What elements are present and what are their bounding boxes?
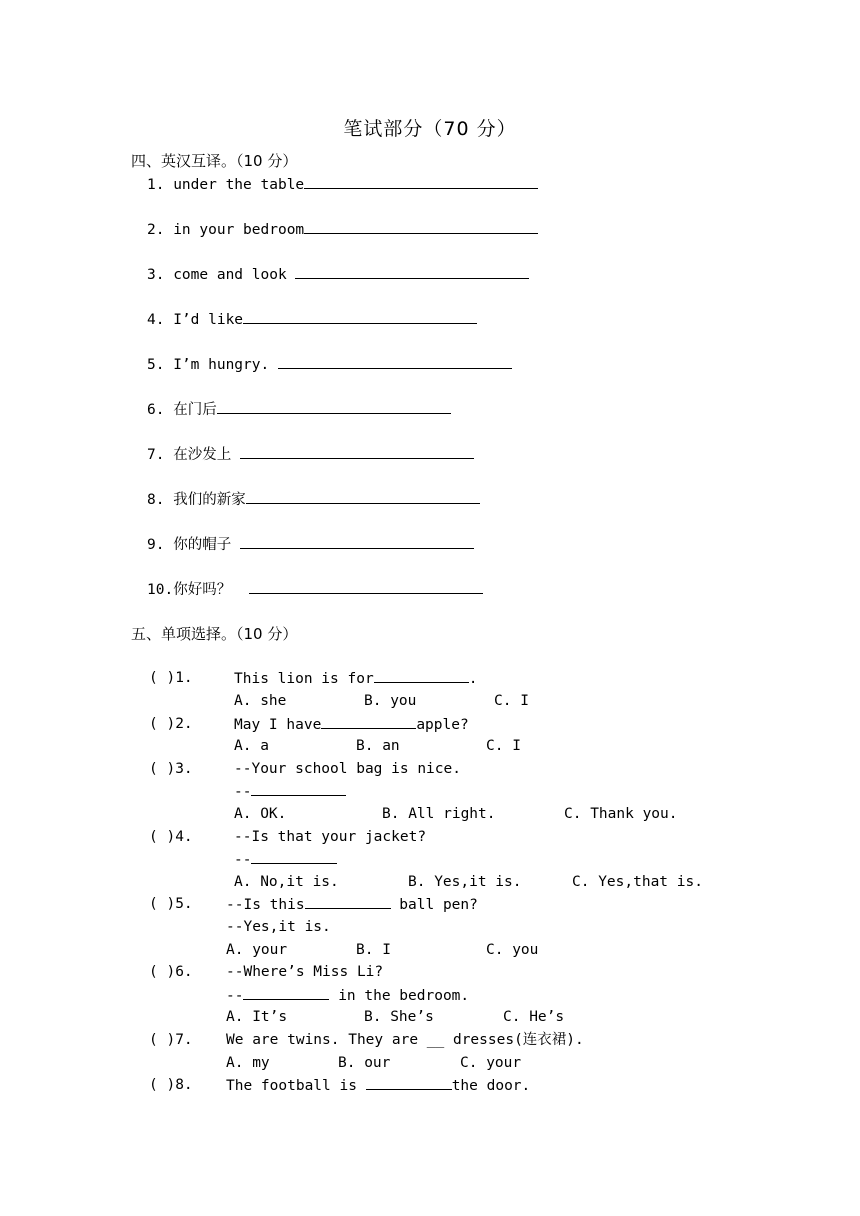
- option-a[interactable]: A. No,it is.: [234, 874, 339, 890]
- question-stem: [226, 894, 478, 914]
- reply-prefix: --: [226, 988, 244, 1004]
- question-paren: ( )7.: [149, 1032, 193, 1048]
- item-text: in your bedroom: [173, 222, 305, 238]
- item-text: under the table: [173, 177, 305, 193]
- stem-text: May I have: [234, 717, 322, 733]
- translation-item: [147, 217, 538, 239]
- stem-text: apple?: [416, 717, 469, 733]
- option-c[interactable]: C. He’s: [503, 1009, 565, 1025]
- item-number: 1.: [147, 177, 165, 193]
- question-paren: ( )8.: [149, 1077, 193, 1093]
- question-paren: ( )4.: [149, 829, 193, 845]
- option-a[interactable]: A. OK.: [234, 806, 287, 822]
- item-number: 3.: [147, 267, 165, 283]
- translation-item: [147, 262, 529, 284]
- answer-blank[interactable]: [243, 307, 477, 324]
- option-c[interactable]: C. I: [494, 693, 529, 709]
- option-c[interactable]: C. Yes,that is.: [572, 874, 703, 890]
- option-c[interactable]: C. I: [486, 738, 521, 754]
- question-paren: ( )2.: [149, 716, 193, 732]
- answer-blank[interactable]: [304, 217, 538, 234]
- translation-item: [147, 352, 512, 374]
- stem-text: ball pen?: [390, 897, 478, 913]
- answer-blank[interactable]: [374, 668, 469, 683]
- translation-item: [147, 397, 451, 419]
- answer-blank[interactable]: [240, 442, 474, 459]
- translation-item: [147, 442, 474, 464]
- section-heading-choice: 五、单项选择。（10 分）: [131, 625, 298, 643]
- option-a[interactable]: A. my: [226, 1055, 270, 1071]
- page-title: 笔试部分（70 分）: [343, 118, 517, 140]
- option-b[interactable]: B. All right.: [382, 806, 496, 822]
- answer-blank[interactable]: [366, 1075, 452, 1090]
- option-b[interactable]: B. Yes,it is.: [408, 874, 522, 890]
- stem-text: The football is: [226, 1078, 366, 1094]
- option-a[interactable]: A. a: [234, 738, 269, 754]
- translation-item: [147, 577, 483, 599]
- item-number: 8.: [147, 492, 165, 508]
- section-heading-translation: 四、英汉互译。（10 分）: [131, 152, 298, 170]
- answer-blank[interactable]: [321, 714, 416, 729]
- item-text: 在沙发上: [173, 447, 232, 463]
- item-number: 10.: [147, 582, 174, 598]
- question-paren: ( )1.: [149, 670, 193, 686]
- question-paren: ( )6.: [149, 964, 193, 980]
- question-stem: [234, 668, 477, 688]
- reply-line: [226, 985, 469, 1005]
- item-number: 9.: [147, 537, 165, 553]
- option-c[interactable]: C. you: [486, 942, 539, 958]
- option-b[interactable]: B. She’s: [364, 1009, 434, 1025]
- reply-line: [234, 781, 346, 801]
- option-b[interactable]: B. an: [356, 738, 400, 754]
- answer-blank[interactable]: [305, 894, 391, 909]
- answer-blank[interactable]: [240, 532, 474, 549]
- answer-blank[interactable]: [243, 985, 329, 1000]
- reply-prefix: --: [234, 784, 252, 800]
- answer-blank[interactable]: [249, 577, 483, 594]
- answer-blank[interactable]: [246, 487, 480, 504]
- stem-text: the door.: [451, 1078, 531, 1094]
- answer-blank[interactable]: [295, 262, 529, 279]
- reply-prefix: --: [234, 852, 252, 868]
- item-text: 你好吗？: [173, 582, 232, 598]
- question-stem: --Where’s Miss Li?: [226, 964, 384, 980]
- translation-item: [147, 487, 480, 509]
- option-c[interactable]: C. Thank you.: [564, 806, 678, 822]
- option-b[interactable]: B. I: [356, 942, 391, 958]
- option-c[interactable]: C. your: [460, 1055, 522, 1071]
- question-stem: --Is that your jacket?: [234, 829, 427, 845]
- stem-text: .: [468, 671, 478, 687]
- answer-blank[interactable]: [217, 397, 451, 414]
- item-text: come and look: [173, 267, 287, 283]
- reply-text: in the bedroom.: [329, 988, 470, 1004]
- option-b[interactable]: B. you: [364, 693, 417, 709]
- answer-blank[interactable]: [251, 849, 337, 864]
- item-text: 我们的新家: [173, 492, 246, 508]
- item-text: 在门后: [173, 402, 217, 418]
- question-stem: --Your school bag is nice.: [234, 761, 461, 777]
- item-number: 5.: [147, 357, 165, 373]
- translation-item: [147, 307, 477, 329]
- answer-blank[interactable]: [251, 781, 346, 796]
- translation-item: [147, 172, 538, 194]
- translation-item: [147, 532, 474, 554]
- reply-line: [234, 849, 337, 869]
- item-text: I’m hungry.: [173, 357, 270, 373]
- option-a[interactable]: A. your: [226, 942, 288, 958]
- item-text: I’d like: [173, 312, 244, 328]
- stem-text: --Is this: [226, 897, 305, 913]
- question-stem: [226, 1075, 530, 1095]
- item-text: 你的帽子: [173, 537, 232, 553]
- answer-blank[interactable]: [278, 352, 512, 369]
- question-paren: ( )5.: [149, 896, 193, 912]
- question-stem: [234, 714, 469, 734]
- item-number: 7.: [147, 447, 165, 463]
- answer-blank[interactable]: [304, 172, 538, 189]
- question-paren: ( )3.: [149, 761, 193, 777]
- item-number: 6.: [147, 402, 165, 418]
- item-number: 2.: [147, 222, 165, 238]
- option-b[interactable]: B. our: [338, 1055, 391, 1071]
- reply-line: --Yes,it is.: [226, 919, 331, 935]
- question-stem: We are twins. They are __ dresses(连衣裙).: [226, 1032, 584, 1048]
- option-a[interactable]: A. she: [234, 693, 287, 709]
- option-a[interactable]: A. It’s: [226, 1009, 288, 1025]
- stem-text: This lion is for: [234, 671, 374, 687]
- item-number: 4.: [147, 312, 165, 328]
